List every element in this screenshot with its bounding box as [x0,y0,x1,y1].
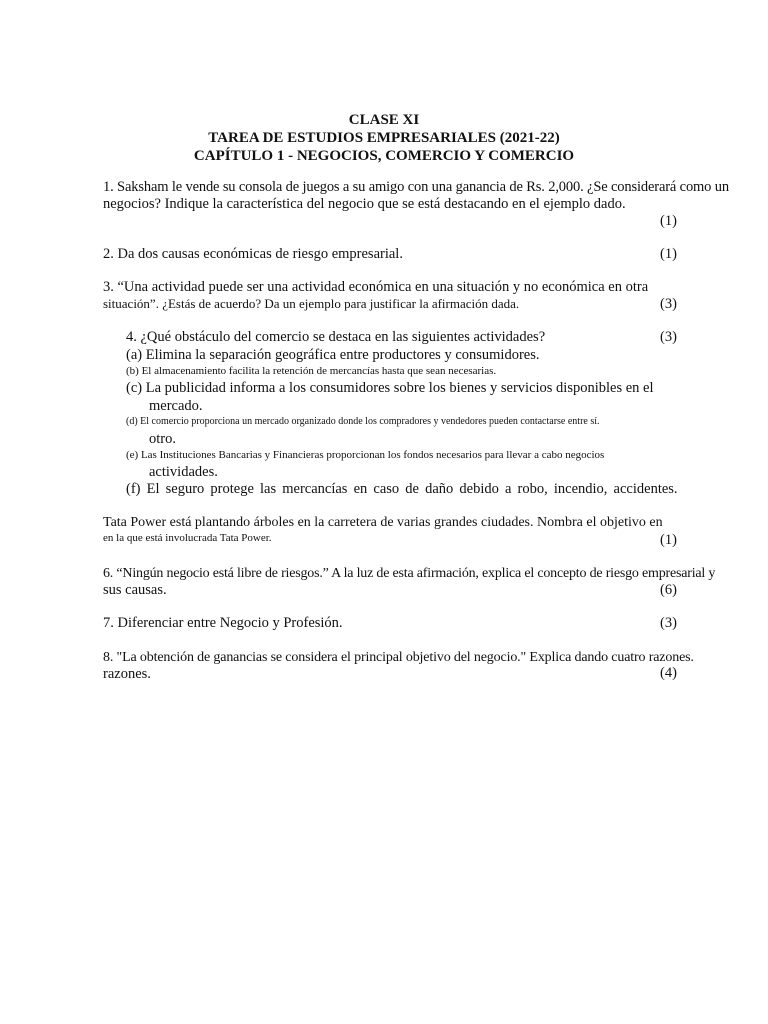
q5-line1: Tata Power está plantando árboles en la carretera de varias grandes ciudades. Nombra el objetivo en [103,515,663,530]
assignment-title: TAREA DE ESTUDIOS EMPRESARIALES (2021-22) [208,130,560,146]
q4-item-d1: (d) El comercio proporciona un mercado organizado donde los compradores y vendedores pueden contactarse entre sí. [126,416,600,427]
q2-line1: 2. Da dos causas económicas de riesgo empresarial. [103,246,403,262]
q7-line1: 7. Diferenciar entre Negocio y Profesión. [103,615,343,631]
q3-marks: (3) [660,296,677,312]
q1-marks: (1) [660,213,677,229]
q1-line2: negocios? Indique la característica del negocio que se está destacando en el ejemplo dado. [103,196,626,212]
q3-line2: situación”. ¿Estás de acuerdo? Da un ejemplo para justificar la afirmación dada. [103,296,520,311]
q1-line1: 1. Saksham le vende su consola de juegos a su amigo con una ganancia de Rs. 2,000. ¿Se considerará como un [103,179,729,195]
q6-line1: 6. “Ningún negocio está libre de riesgos.” A la luz de esta afirmación, explica el concepto de riesgo empresarial y [103,566,716,581]
q5-marks: (1) [660,532,677,548]
q3-line1: 3. “Una actividad puede ser una actividad económica en una situación y no económica en otra [103,279,649,295]
q5-line2: en la que está involucrada Tata Power. [103,532,272,544]
q4-line1: 4. ¿Qué obstáculo del comercio se destaca en las siguientes actividades? [126,329,546,345]
q8-marks: (4) [660,665,677,681]
q4-item-d2: otro. [149,431,176,447]
q4-item-c1: (c) La publicidad informa a los consumidores sobre los bienes y servicios disponibles en el [126,380,654,396]
chapter-title: CAPÍTULO 1 - NEGOCIOS, COMERCIO Y COMERCIO [193,148,575,164]
q6-marks: (6) [660,582,677,598]
q4-marks: (3) [660,329,677,345]
q4-item-c2: mercado. [149,398,203,414]
q4-item-f: (f) El seguro protege las mercancías en caso de daño debido a robo, incendio, accidentes. [126,481,678,497]
q2-marks: (1) [660,246,677,262]
class-title: CLASE XI [348,112,420,128]
q6-line2: sus causas. [103,582,167,598]
q7-marks: (3) [660,615,677,631]
q4-item-b: (b) El almacenamiento facilita la retención de mercancías hasta que sean necesarias. [126,365,497,377]
q4-item-e1: (e) Las Instituciones Bancarias y Financieras proporcionan los fondos necesarios para llevar a cabo negocios [126,449,605,461]
q8-line2: razones. [103,666,151,682]
q8-line1: 8. "La obtención de ganancias se considera el principal objetivo del negocio." Explica dando cuatro razones. [103,650,694,665]
q4-item-a: (a) Elimina la separación geográfica entre productores y consumidores. [126,347,540,363]
q4-item-e2: actividades. [149,464,218,480]
